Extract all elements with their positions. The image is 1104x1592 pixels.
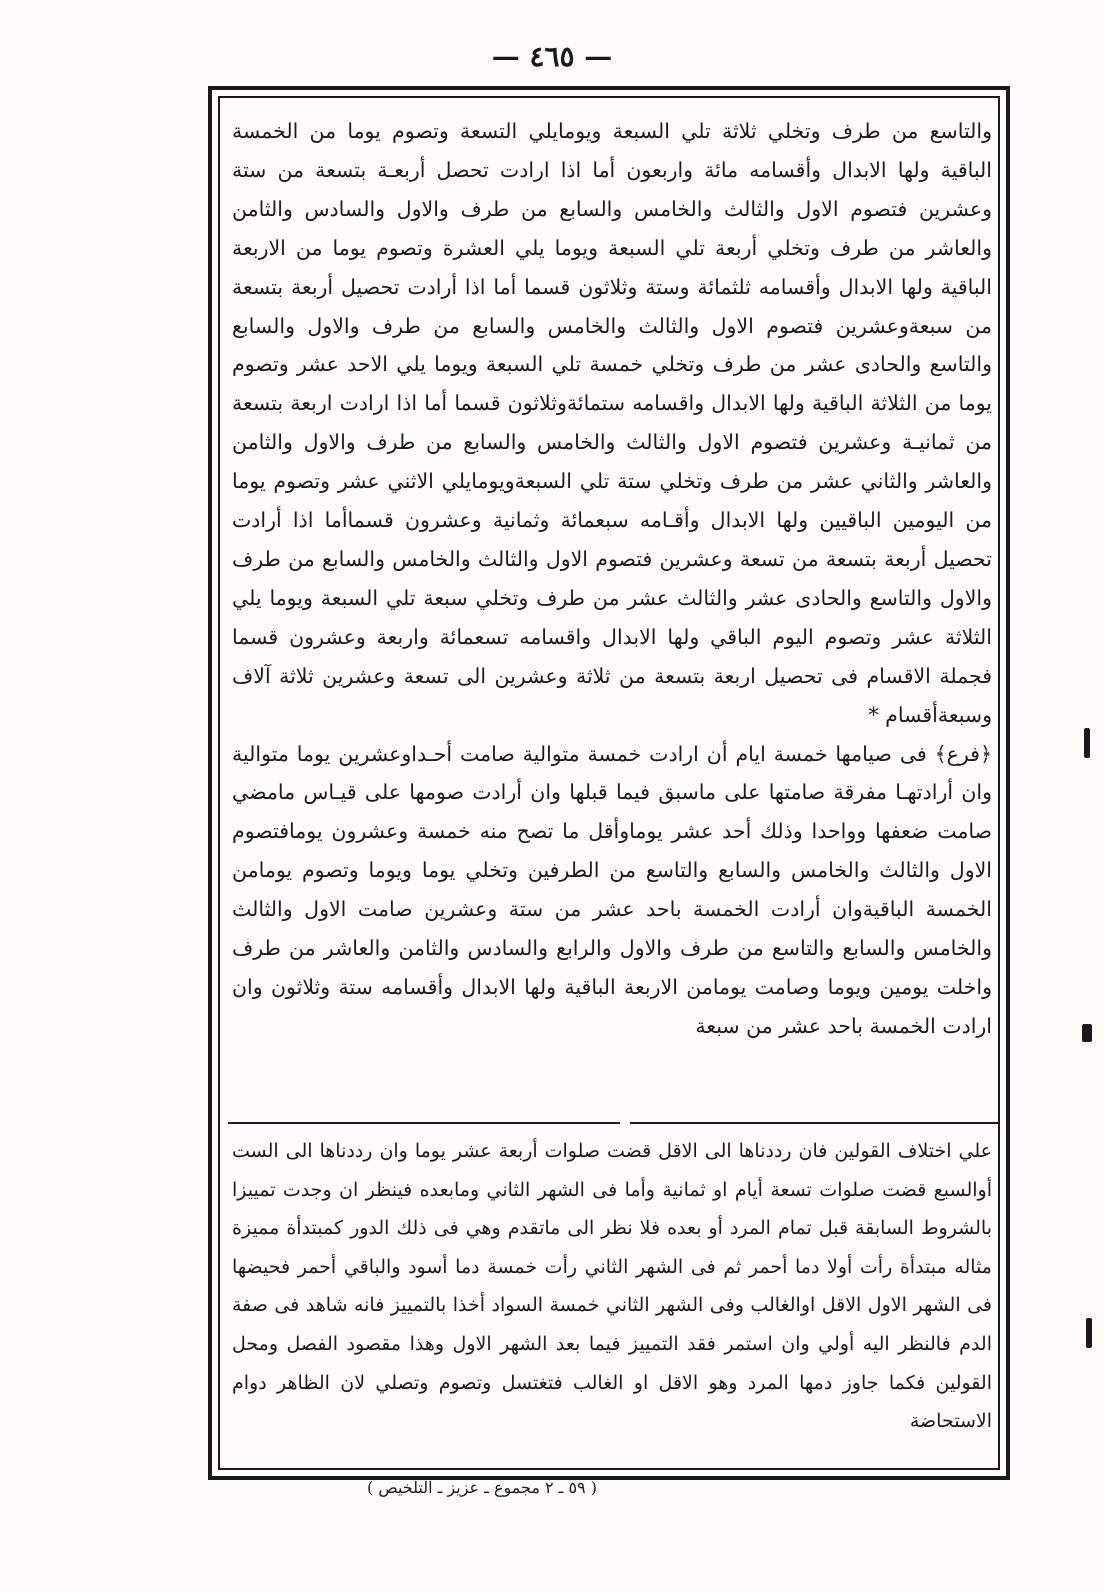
divider-gap bbox=[620, 1121, 630, 1125]
main-paragraph: والتاسع من طرف وتخلي ثلاثة تلي السبعة ويومايلي التسعة وتصوم يوما من الخمسة الباقية ولها الابدال وأقسامه مائة واربعون أما اذا ارادت تحصل أربعـة بتسعة من ستة وعشرين فتصوم الاول والثالث والخامس والسابع من طرف والاول والسادس والثامن والعاشر من طرف وتخلي أربعة تلي السبعة ويوما يلي العشرة وتصوم يوما من الاربعة الباقية ولها الابدال وأقسامه ثلثمائة وستة وثلاثون قسما أما اذا أرادت تحصيل أربعة بتسعة من سبعةوعشرين فتصوم الاول والثالث والخامس والسابع من طرف والاول والسابع والتاسع والحادى عشر من طرف وتخلي خمسة تلي السبعة ويوما يلي الاحد عشر وتصوم يوما من الثلاثة الباقية ولها الابدال واقسامه ستمائةوثلاثون قسما أما اذا ارادت اربعة بتسعة من ثمانيـة وعشرين فتصوم الاول والثالث والخامس والسابع من طرف والاول والثامن والعاشر والثاني عشر من طرف وتخلي ستة تلي السبعةويومايلي الاثني عشر وتصوم يوما من اليومين الباقيين ولها الابدال وأقـامه سبعمائة وثمانية وعشرون قسماأما اذا أرادت تحصيل أربعة بتسعة من تسعة وعشرين فتصوم الاول والثالث والخامس والسابع من طرف والاول والتاسع والحادى عشر والثالث عشر من طرف وتخلي سبعة تلي السبعة ويوما يلي الثلاثة عشر وتصوم اليوم الباقي ولها الابدال واقسامه تسعمائة واربعة وعشرون قسما فجملة الاقسام فى تحصيل اربعة بتسعة من ثلاثة وعشرين الى تسعة وعشرين ثلاثة آلاف وسبعةأقسام * bbox=[232, 119, 992, 727]
margin-ink-mark bbox=[1086, 1318, 1092, 1348]
main-text-block bbox=[232, 112, 992, 1046]
signature-text: ( ٥٩ ـ ٢ مجموع ـ عزيز ـ التلخيص ) bbox=[367, 1478, 597, 1497]
margin-ink-mark bbox=[1084, 728, 1090, 758]
page-number: — ٤٦٥ — bbox=[491, 40, 613, 73]
main-paragraph: ﴿فرع﴾ فى صيامها خمسة ايام أن ارادت خمسة متوالية صامت أحـداوعشرين يوما متوالية وان أرادتهـا مفرقة صامتها على ماسبق فيما قبلها وان أرادت صومها على قيـاس مامضي صامت ضعفها وواحدا وذلك أحد عشر يوماوأقل ما تصح منه خمسة وعشرون يومافتصوم الاول والثالث والخامس والسابع والتاسع من الطرفين وتخلي يوما ويوما وتصوم يومامن الخمسة الباقيةوان أرادت الخمسة باحد عشر من ستة وعشرين صامت الاول والثالث والخامس والسابع والتاسع من طرف والاول والرابع والسادس والثامن والعاشر من طرف واخلت يومين ويوما وصامت يومامن الاربعة الباقية ولها الابدال وأقسامه ستة وثلاثون وان ارادت الخمسة باحد عشر من سبعة bbox=[232, 741, 992, 1038]
footnote-paragraph: علي اختلاف القولين فان رددناها الى الاقل قضت صلوات أربعة عشر يوما وان رددناها الى الست أوالسبع قضت صلوات تسعة أيام او ثمانية وأما فى الشهر الثاني ومابعده فينظر ان وجدت تمييزا بالشروط السابقة قبل تمام المرد أو بعده فلا نظر الى ماتقدم وهي فى ذلك الدور كمبتدأة مميزة مثاله مبتدأة رأت أولا دما أحمر ثم فى الشهر الثاني رأت خمسة دما أسود والباقي أحمر فحيضها فى الشهر الاول الاقل اوالغالب وفى الشهر الثاني خمسة السواد أخذا بالتمييز فانه شاهد فى صفة الدم فالنظر اليه أولي وان استمر فقد التمييز فيما بعد الشهر الاول وهذا مقصود الفصل ومحل القولين فكما جاوز دمها المرد وهو الاقل او الغالب فتغتسل وتصوم وتصلي لان الظاهر دوام الاستحاضة bbox=[232, 1140, 992, 1433]
footnote-text-block bbox=[232, 1132, 992, 1441]
footnote-divider bbox=[228, 1122, 1000, 1124]
page-signature bbox=[0, 1478, 1104, 1497]
margin-ink-mark bbox=[1082, 1024, 1092, 1042]
